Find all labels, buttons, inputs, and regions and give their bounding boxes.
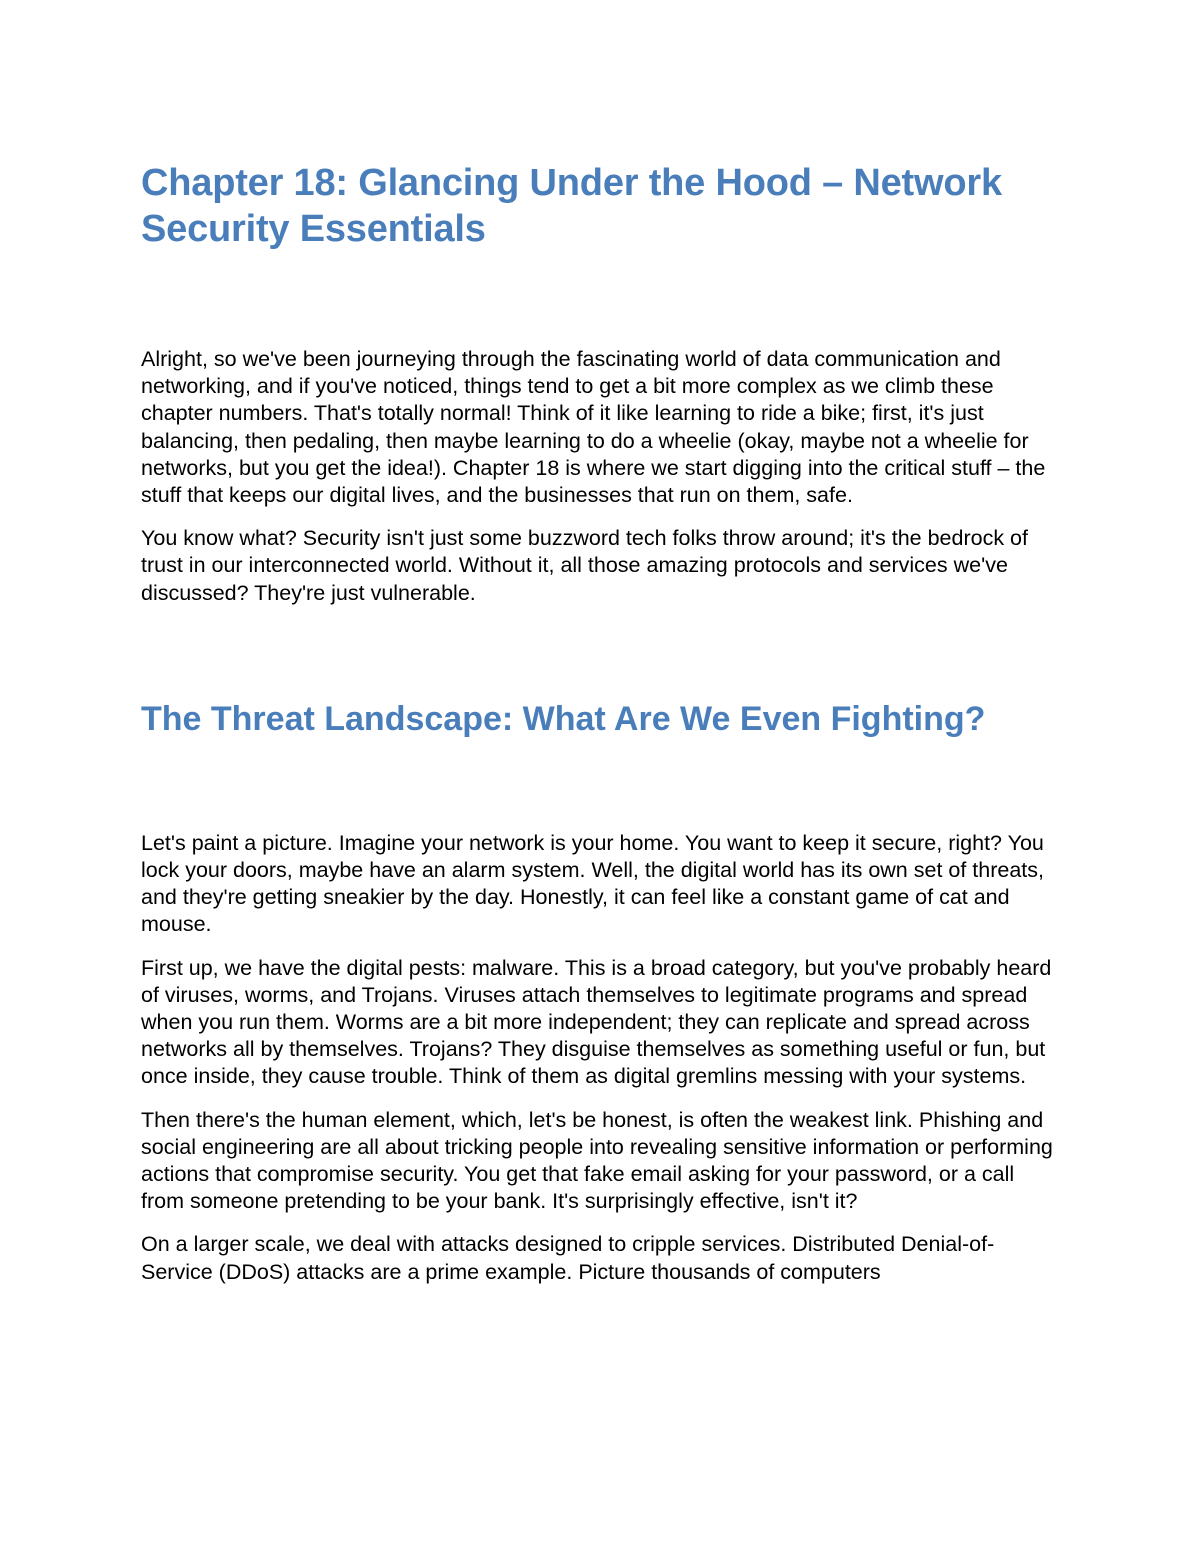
chapter-title: Chapter 18: Glancing Under the Hood – Network Security Essentials [141,162,1002,250]
intro-paragraph-2: You know what? Security isn't just some buzzword tech folks throw around; it's the bedrock of trust in our interconnected world. Without it, all those amazing protocols and services we've discussed? They're just vulnerable. [141,526,1028,605]
section-paragraph-3: Then there's the human element, which, let's be honest, is often the weakest link. Phishing and social engineering are all about tricking people into revealing sensitive information or performing actions that compromise security. You get that fake email asking for your password, or a call from someone pretending to be your bank. It's surprisingly effective, isn't it? [141,1107,1053,1214]
intro-paragraph-1: Alright, so we've been journeying through the fascinating world of data communication and networking, and if you've noticed, things tend to get a bit more complex as we climb these chapter numbers. That's totally normal! Think of it like learning to ride a bike; first, it's just balancing, then pedaling, then maybe learning to do a wheelie (okay, maybe not a wheelie for networks, but you get the idea!). Chapter 18 is where we start digging into the critical stuff – the stuff that keeps our digital lives, and the businesses that run on them, safe. [141,347,1046,508]
section-title: The Threat Landscape: What Are We Even Fighting? [141,699,986,738]
document-content [141,160,1061,1286]
section-paragraph-4: On a larger scale, we deal with attacks designed to cripple services. Distributed Denial-of-Service (DDoS) attacks are a prime example. Picture thousands of computers [141,1232,995,1284]
section-paragraph-2: First up, we have the digital pests: malware. This is a broad category, but you've probably heard of viruses, worms, and Trojans. Viruses attach themselves to legitimate programs and spread when you run them. Worms are a bit more independent; they can replicate and spread across networks all by themselves. Trojans? They disguise themselves as something useful or fun, but once inside, they cause trouble. Think of them as digital gremlins messing with your systems. [141,955,1052,1089]
section-paragraph-1: Let's paint a picture. Imagine your network is your home. You want to keep it secure, right? You lock your doors, maybe have an alarm system. Well, the digital world has its own set of threats, and they're getting sneakier by the day. Honestly, it can feel like a constant game of cat and mouse. [141,830,1044,937]
